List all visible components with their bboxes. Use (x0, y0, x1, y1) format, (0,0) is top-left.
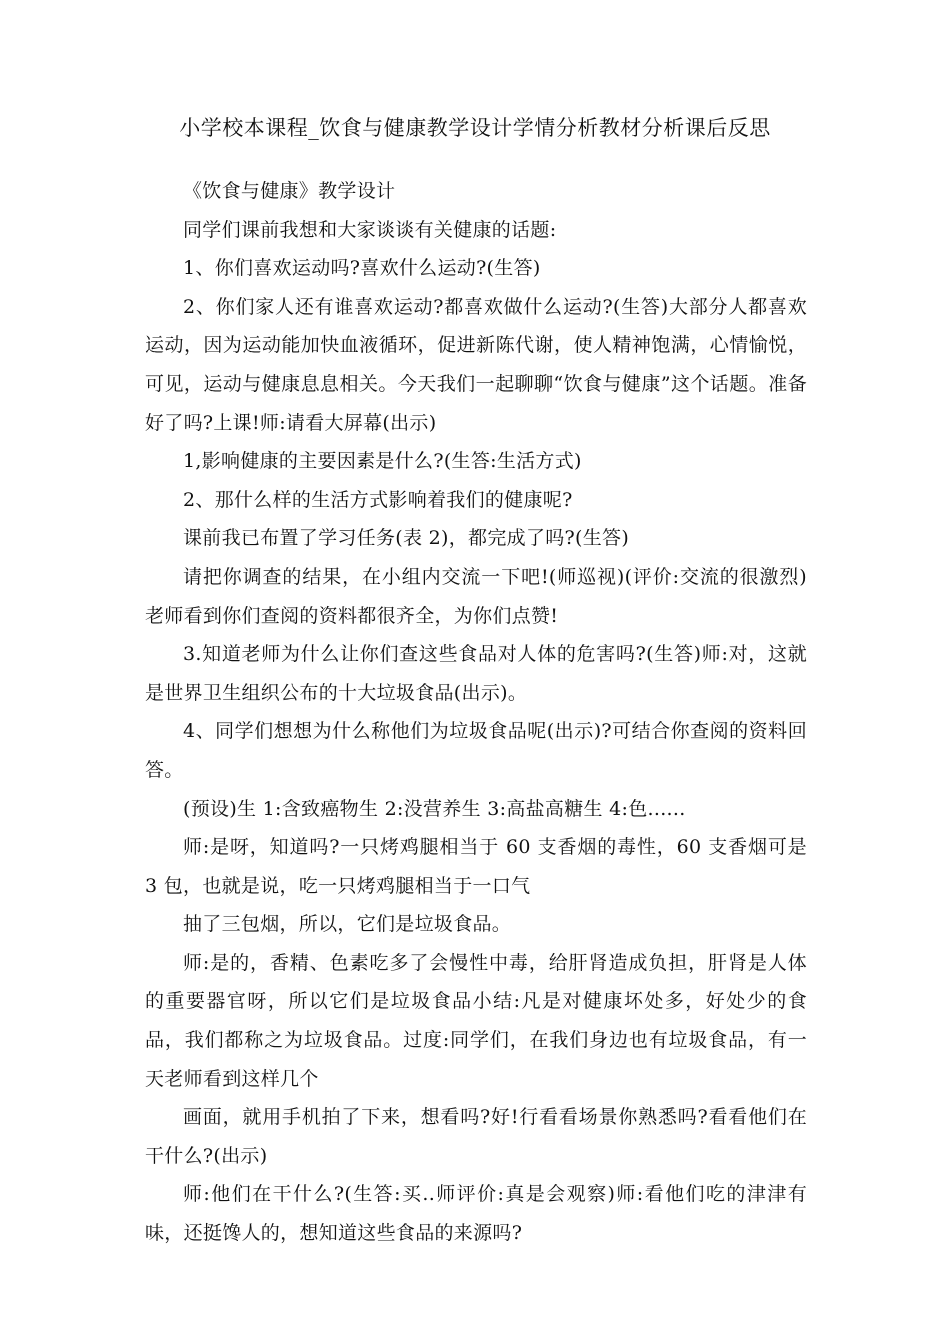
paragraph: 师:他们在干什么?(生答:买..师评价:真是会观察)师:看他们吃的津津有味，还挺馋人的，想知道这些食品的来源吗? (145, 1183, 807, 1245)
paragraph: 2、那什么样的生活方式影响着我们的健康呢? (183, 488, 573, 511)
paragraph: 1、你们喜欢运动吗?喜欢什么运动?(生答) (183, 257, 541, 280)
document-body (145, 172, 807, 1253)
paragraph: 《饮食与健康》教学设计 (183, 180, 396, 202)
paragraph: 师:是呀，知道吗?一只烤鸡腿相当于 60 支香烟的毒性，60 支香烟可是 3 包，也就是说，吃一只烤鸡腿相当于一口气 (145, 836, 807, 897)
document-title: 小学校本课程_饮食与健康教学设计学情分析教材分析课后反思 (179, 116, 771, 140)
paragraph: (预设)生 1:含致癌物生 2:没营养生 3:高盐高糖生 4:色...... (183, 797, 686, 820)
paragraph: 请把你调查的结果，在小组内交流一下吧!(师巡视)(评价:交流的很激烈)老师看到你们查阅的资料都很齐全，为你们点赞! (145, 565, 807, 627)
paragraph: 2、你们家人还有谁喜欢运动?都喜欢做什么运动?(生答)大部分人都喜欢运动，因为运动能加快血液循环，促进新陈代谢，使人精神饱满，心情愉悦，可见，运动与健康息息相关。今天我们一起聊聊“饮食与健康”这个话题。准备好了吗?上课!师:请看大屏幕(出示) (145, 295, 807, 434)
paragraph: 画面，就用手机拍了下来，想看吗?好!行看看场景你熟悉吗?看看他们在干什么?(出示) (145, 1106, 807, 1167)
paragraph: 师:是的，香精、色素吃多了会慢性中毒，给肝肾造成负担，肝肾是人体的重要器官呀，所以它们是垃圾食品小结:凡是对健康坏处多，好处少的食品，我们都称之为垃圾食品。过度:同学们，在我们身边也有垃圾食品，有一天老师看到这样几个 (145, 951, 807, 1090)
paragraph: 1,影响健康的主要因素是什么?(生答:生活方式) (183, 450, 582, 473)
paragraph: 课前我已布置了学习任务(表 2)，都完成了吗?(生答) (183, 527, 630, 550)
paragraph: 4、同学们想想为什么称他们为垃圾食品呢(出示)?可结合你查阅的资料回答。 (145, 720, 807, 781)
paragraph: 抽了三包烟，所以，它们是垃圾食品。 (183, 913, 512, 936)
paragraph: 同学们课前我想和大家谈谈有关健康的话题: (183, 218, 557, 241)
paragraph: 3.知道老师为什么让你们查这些食品对人体的危害吗?(生答)师:对，这就是世界卫生组织公布的十大垃圾食品(出示)。 (145, 643, 807, 704)
